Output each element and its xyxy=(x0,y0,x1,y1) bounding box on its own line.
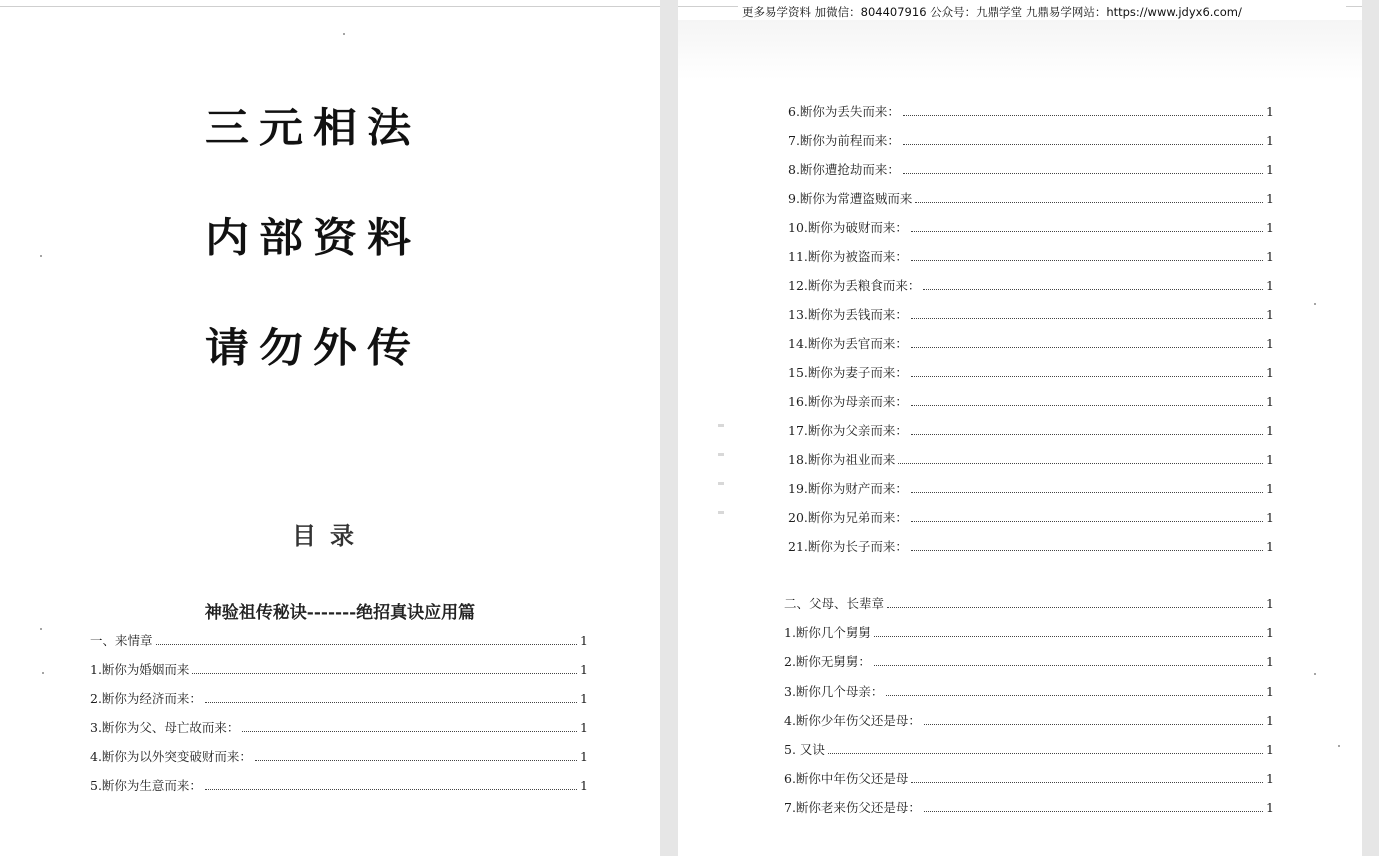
top-rule xyxy=(0,6,660,7)
toc-entry xyxy=(784,684,1274,700)
toc-entry-label: 17.断你为父亲而来： xyxy=(788,423,908,438)
toc-leader-dots xyxy=(205,788,577,790)
toc-leader-dots xyxy=(192,672,577,674)
bleed-mark xyxy=(718,453,724,456)
scan-speck xyxy=(1338,745,1340,747)
toc-entry-page: 1 xyxy=(1266,452,1274,467)
toc-entry-page: 1 xyxy=(1266,191,1274,206)
toc-entry xyxy=(784,771,1274,787)
cover-title-line-1: 三元相法 xyxy=(205,104,421,152)
toc-entry xyxy=(784,800,1274,816)
toc-entry-page: 1 xyxy=(1266,394,1274,409)
toc-entry-label: 9.断你为常遭盗贼而来 xyxy=(788,191,913,206)
bleed-mark xyxy=(718,482,724,485)
scan-speck xyxy=(40,628,42,630)
toc-entry-label: 3.断你为父、母亡故而来： xyxy=(90,720,240,735)
toc-entry-label: 1.断你几个舅舅 xyxy=(784,625,871,641)
cover-title-line-3: 请勿外传 xyxy=(205,324,421,372)
toc-entry xyxy=(788,133,1274,149)
toc-entry xyxy=(784,596,1274,612)
toc-entry-label: 18.断你为祖业而来 xyxy=(788,452,896,467)
toc-entry xyxy=(788,539,1274,555)
toc-entry-page: 1 xyxy=(1266,539,1274,554)
toc-entry-page: 1 xyxy=(580,633,588,648)
toc-entry-page: 1 xyxy=(580,691,588,706)
toc-entry xyxy=(90,633,588,649)
toc-entry-label: 2.断你为经济而来： xyxy=(90,691,202,706)
toc-entry-page: 1 xyxy=(1266,365,1274,380)
toc-leader-dots xyxy=(924,723,1263,725)
toc-leader-dots xyxy=(911,520,1263,522)
toc-leader-dots xyxy=(874,635,1263,637)
toc-entry-page: 1 xyxy=(580,662,588,677)
toc-entry-label: 11.断你为被盗而来： xyxy=(788,249,908,264)
toc-entry-page: 1 xyxy=(1266,249,1274,264)
toc-entry-page: 1 xyxy=(580,749,588,764)
toc-entry xyxy=(784,654,1274,670)
toc-leader-dots xyxy=(911,491,1263,493)
toc-leader-dots xyxy=(911,433,1263,435)
toc-entry xyxy=(788,365,1274,381)
toc-entry-label: 15.断你为妻子而来： xyxy=(788,365,908,380)
toc-entry-page: 1 xyxy=(1266,771,1274,787)
toc-entry xyxy=(784,625,1274,641)
toc-leader-dots xyxy=(887,606,1263,608)
toc-entry xyxy=(90,691,588,707)
toc-subtitle: 神验祖传秘诀-------绝招真诀应用篇 xyxy=(204,603,476,623)
toc-entry xyxy=(788,191,1274,207)
toc-entry-label: 二、父母、长辈章 xyxy=(784,596,885,611)
toc-entry-label: 5.断你为生意而来： xyxy=(90,778,202,793)
toc-entry-label: 2.断你无舅舅： xyxy=(784,654,871,670)
toc-entry xyxy=(90,778,588,794)
toc-entry xyxy=(788,481,1274,497)
toc-entry-page: 1 xyxy=(580,778,588,793)
toc-leader-dots xyxy=(242,730,577,732)
toc-leader-dots xyxy=(156,643,578,645)
scan-speck xyxy=(343,33,345,35)
scan-speck xyxy=(1314,673,1316,675)
scan-speck xyxy=(1314,303,1316,305)
toc-leader-dots xyxy=(911,781,1263,783)
toc-entry-page: 1 xyxy=(1266,104,1274,119)
toc-entry-label: 8.断你遭抢劫而来： xyxy=(788,162,900,177)
toc-entry-page: 1 xyxy=(1266,162,1274,177)
toc-entry-page: 1 xyxy=(1266,596,1274,611)
left-page xyxy=(0,0,660,856)
toc-leader-dots xyxy=(924,810,1263,812)
toc-entry-page: 1 xyxy=(1266,742,1274,757)
toc-entry-label: 19.断你为财产而来： xyxy=(788,481,908,496)
toc-entry-page: 1 xyxy=(1266,654,1274,670)
scan-shade xyxy=(678,20,1362,80)
toc-entry-label: 13.断你为丢钱而来： xyxy=(788,307,908,322)
toc-entry xyxy=(788,278,1274,294)
toc-leader-dots xyxy=(903,143,1263,145)
toc-entry-page: 1 xyxy=(1266,220,1274,235)
toc-title: 目录 xyxy=(292,521,368,550)
toc-leader-dots xyxy=(205,701,577,703)
toc-entry-label: 4.断你为以外突变破财而来： xyxy=(90,749,252,764)
toc-leader-dots xyxy=(874,664,1263,666)
toc-entry xyxy=(788,249,1274,265)
toc-leader-dots xyxy=(255,759,577,761)
toc-entry-page: 1 xyxy=(1266,510,1274,525)
toc-leader-dots xyxy=(911,230,1263,232)
toc-leader-dots xyxy=(828,752,1263,754)
toc-entry-label: 6.断你中年伤父还是母 xyxy=(784,771,909,787)
toc-entry-label: 7.断你老来伤父还是母： xyxy=(784,800,921,816)
toc-entry-label: 7.断你为前程而来： xyxy=(788,133,900,148)
toc-entry-page: 1 xyxy=(580,720,588,735)
toc-entry-label: 14.断你为丢官而来： xyxy=(788,336,908,351)
toc-entry-label: 16.断你为母亲而来： xyxy=(788,394,908,409)
toc-leader-dots xyxy=(886,694,1263,696)
toc-entry-label: 4.断你少年伤父还是母： xyxy=(784,712,921,728)
toc-entry xyxy=(788,162,1274,178)
toc-leader-dots xyxy=(911,375,1263,377)
toc-entry xyxy=(788,394,1274,410)
toc-entry-label: 6.断你为丢失而来： xyxy=(788,104,900,119)
toc-entry xyxy=(788,307,1274,323)
toc-entry-page: 1 xyxy=(1266,800,1274,816)
bleed-mark xyxy=(718,424,724,427)
toc-entry-page: 1 xyxy=(1266,307,1274,322)
toc-entry-page: 1 xyxy=(1266,481,1274,496)
toc-entry-label: 1.断你为婚姻而来 xyxy=(90,662,190,677)
toc-entry xyxy=(90,749,588,765)
toc-leader-dots xyxy=(915,201,1263,203)
toc-entry-label: 一、来情章 xyxy=(90,633,153,648)
toc-leader-dots xyxy=(911,317,1263,319)
toc-entry-page: 1 xyxy=(1266,625,1274,641)
toc-entry xyxy=(90,662,588,678)
toc-entry-page: 1 xyxy=(1266,712,1274,728)
toc-leader-dots xyxy=(903,114,1263,116)
toc-leader-dots xyxy=(923,288,1263,290)
toc-leader-dots xyxy=(898,462,1263,464)
bleed-mark xyxy=(718,511,724,514)
cover-title-line-2: 内部资料 xyxy=(205,214,421,262)
toc-entry-label: 5. 又诀 xyxy=(784,742,825,757)
toc-entry-page: 1 xyxy=(1266,278,1274,293)
toc-entry-page: 1 xyxy=(1266,423,1274,438)
toc-entry-page: 1 xyxy=(1266,336,1274,351)
watermark-header: 更多易学资料 加微信：804407916 公众号：九鼎学堂 九鼎易学网站：https://www.jdyx6.com/ xyxy=(738,4,1346,20)
scan-speck xyxy=(42,672,44,674)
toc-leader-dots xyxy=(911,404,1263,406)
toc-entry-label: 21.断你为长子而来： xyxy=(788,539,908,554)
toc-entry xyxy=(788,104,1274,120)
toc-entry-page: 1 xyxy=(1266,683,1274,699)
toc-entry-label: 3.断你几个母亲： xyxy=(784,683,884,699)
toc-entry xyxy=(90,720,588,736)
toc-entry xyxy=(788,423,1274,439)
scan-speck xyxy=(40,255,42,257)
toc-entry-page: 1 xyxy=(1266,133,1274,148)
toc-entry xyxy=(788,336,1274,352)
toc-entry xyxy=(784,742,1274,758)
toc-entry xyxy=(784,713,1274,729)
toc-leader-dots xyxy=(903,172,1263,174)
toc-leader-dots xyxy=(911,346,1263,348)
toc-leader-dots xyxy=(911,259,1263,261)
toc-entry xyxy=(788,510,1274,526)
toc-entry xyxy=(788,452,1274,468)
toc-entry-label: 10.断你为破财而来： xyxy=(788,220,908,235)
right-page xyxy=(678,0,1362,856)
toc-leader-dots xyxy=(911,549,1263,551)
toc-entry-label: 20.断你为兄弟而来： xyxy=(788,510,908,525)
toc-entry-label: 12.断你为丢粮食而来： xyxy=(788,278,921,293)
toc-entry xyxy=(788,220,1274,236)
